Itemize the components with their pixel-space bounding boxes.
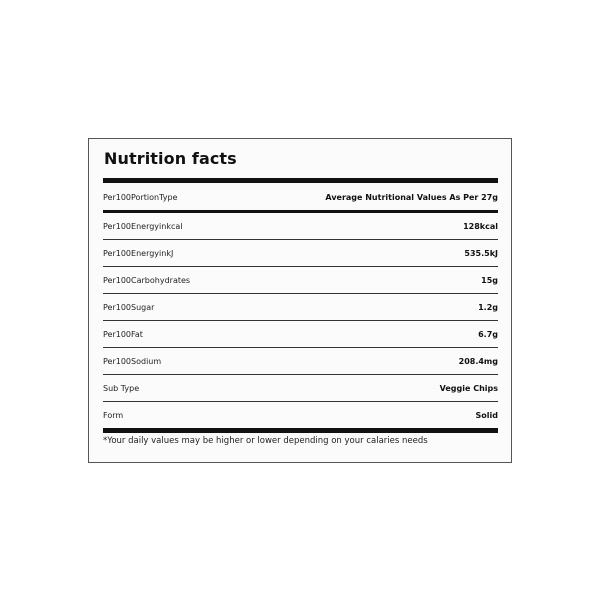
nutrition-row-sodium <box>103 351 498 371</box>
nutrition-label: Per100Sodium <box>103 356 162 366</box>
nutrition-facts-title: Nutrition facts <box>104 149 237 168</box>
nutrition-label: Per100Carbohydrates <box>103 275 191 285</box>
nutrition-row-fat <box>103 324 498 344</box>
nutrition-value: Average Nutritional Values As Per 27g <box>325 192 498 202</box>
nutrition-label: Per100Sugar <box>103 302 155 312</box>
nutrition-row-carbohydrates <box>103 270 498 290</box>
nutrition-label: Per100Energyinkcal <box>103 221 183 231</box>
nutrition-label: Sub Type <box>103 383 140 393</box>
nutrition-row-form <box>103 405 498 425</box>
row-divider <box>103 347 498 348</box>
row-divider <box>103 266 498 267</box>
nutrition-value: 6.7g <box>478 329 498 339</box>
top-thick-rule <box>103 178 498 183</box>
row-divider <box>103 401 498 402</box>
nutrition-value: Veggie Chips <box>439 383 498 393</box>
daily-values-footnote: *Your daily values may be higher or lower depending on your calaries needs <box>103 436 428 446</box>
nutrition-value: Solid <box>475 410 498 420</box>
bottom-thick-rule <box>103 428 498 433</box>
nutrition-value: 15g <box>481 275 498 285</box>
nutrition-value: 128kcal <box>463 221 498 231</box>
nutrition-label: Form <box>103 410 124 420</box>
row-divider <box>103 374 498 375</box>
header-thick-rule <box>103 210 498 213</box>
nutrition-value: 1.2g <box>478 302 498 312</box>
row-divider <box>103 239 498 240</box>
nutrition-facts-card <box>88 138 512 463</box>
nutrition-label: Per100EnergyinkJ <box>103 248 174 258</box>
nutrition-value: 208.4mg <box>458 356 498 366</box>
nutrition-row-energy-kcal <box>103 216 498 236</box>
nutrition-row-sugar <box>103 297 498 317</box>
nutrition-label: Per100Fat <box>103 329 143 339</box>
nutrition-value: 535.5kJ <box>464 248 498 258</box>
nutrition-row-portion-type <box>103 187 498 207</box>
nutrition-label: Per100PortionType <box>103 192 178 202</box>
nutrition-row-energy-kj <box>103 243 498 263</box>
nutrition-row-sub-type <box>103 378 498 398</box>
row-divider <box>103 320 498 321</box>
row-divider <box>103 293 498 294</box>
